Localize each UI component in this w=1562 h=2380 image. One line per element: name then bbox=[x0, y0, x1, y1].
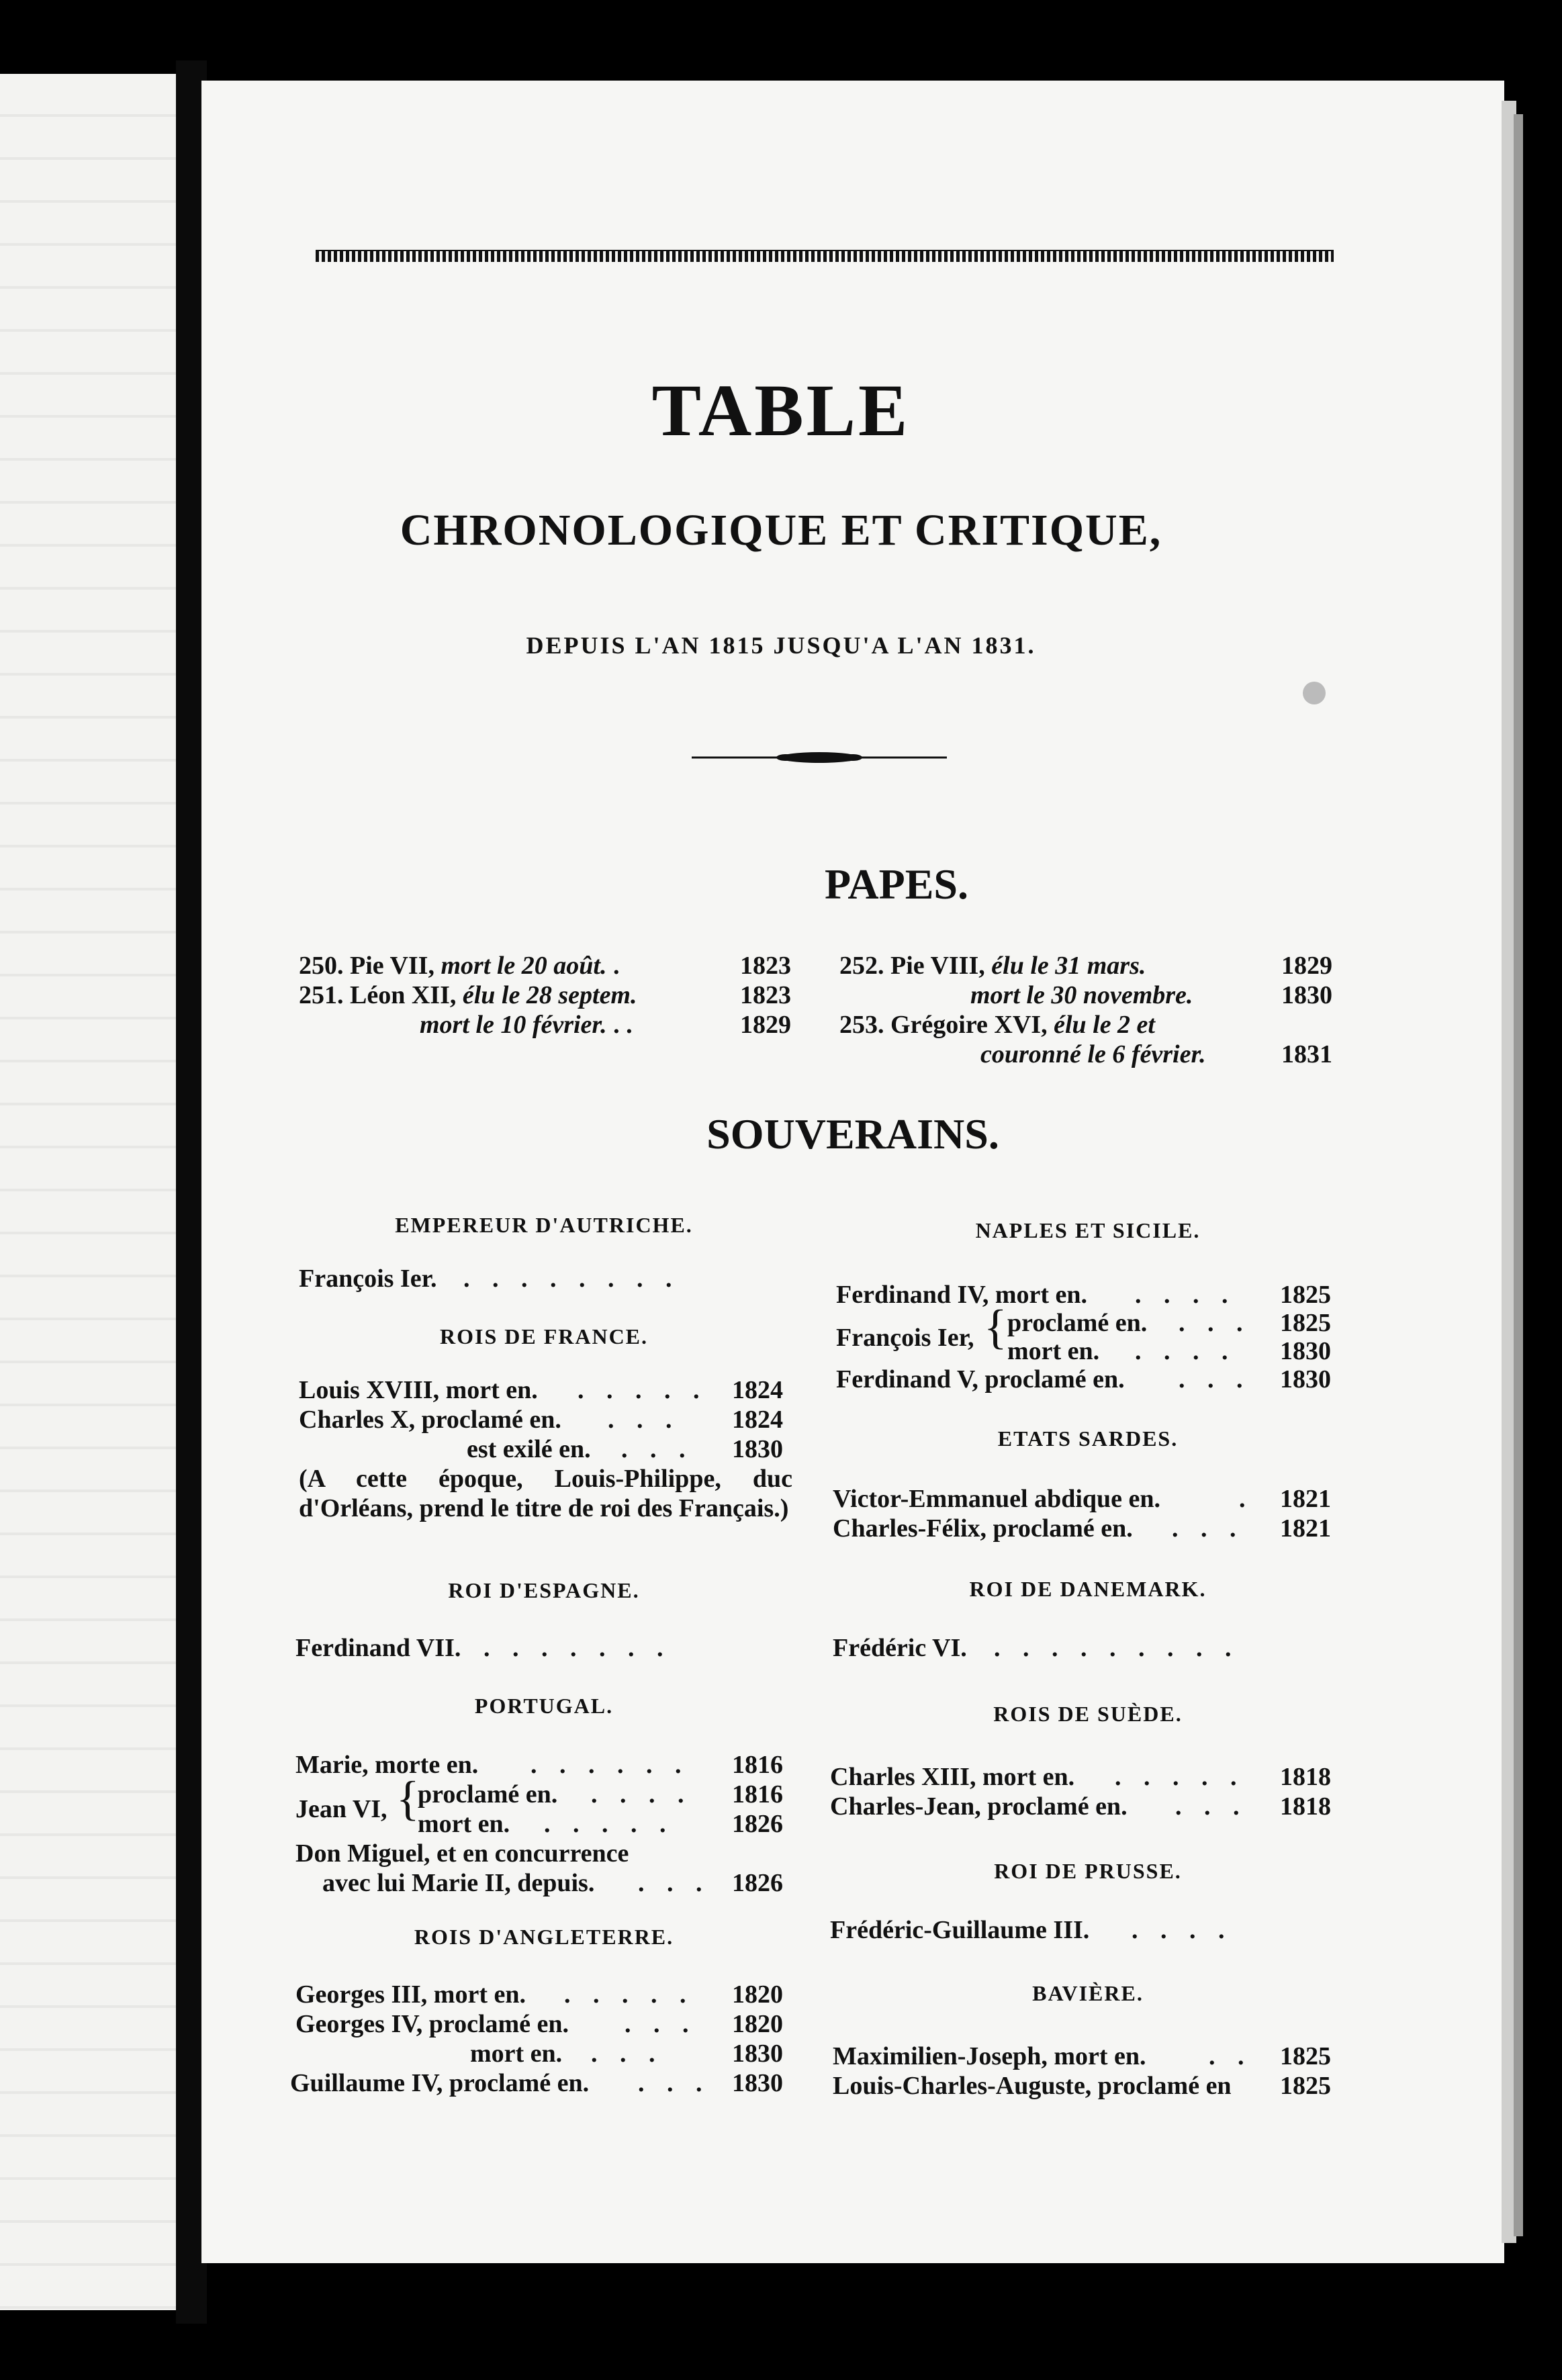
list-item: Guillaume IV, proclamé en. bbox=[290, 2069, 590, 2097]
list-item: 251. Léon XII, élu le 28 septem. bbox=[299, 981, 637, 1009]
subheading-autriche: EMPEREUR D'AUTRICHE. bbox=[395, 1213, 693, 1237]
list-item: est exilé en. bbox=[467, 1435, 591, 1463]
year-value: 1830 bbox=[1281, 981, 1332, 1009]
subheading-angleterre: ROIS D'ANGLETERRE. bbox=[414, 1925, 674, 1949]
year-value: 1823 bbox=[740, 981, 791, 1009]
leader-dots: . . . bbox=[1175, 1792, 1248, 1821]
leader-dots: . . . bbox=[621, 1435, 694, 1463]
subheading-prusse: ROI DE PRUSSE. bbox=[994, 1859, 1182, 1883]
year-value: 1821 bbox=[1280, 1514, 1331, 1543]
list-item: mort en. bbox=[418, 1810, 510, 1838]
leader-dots: . . . bbox=[1179, 1365, 1251, 1393]
year-value: 1829 bbox=[1281, 952, 1332, 980]
year-value: 1824 bbox=[732, 1376, 783, 1404]
list-item: Charles-Jean, proclamé en. bbox=[830, 1792, 1128, 1821]
list-item: avec lui Marie II, depuis. bbox=[322, 1869, 595, 1897]
year-value: 1821 bbox=[1280, 1485, 1331, 1513]
list-item: Georges IV, proclamé en. bbox=[295, 2010, 569, 2038]
list-item: Ferdinand V, proclamé en. bbox=[836, 1365, 1125, 1393]
list-item: Jean VI, bbox=[295, 1795, 387, 1823]
leader-dots: . . . bbox=[591, 2040, 663, 2068]
list-item: proclamé en. bbox=[418, 1780, 558, 1809]
list-item: Marie, morte en. bbox=[295, 1751, 479, 1779]
year-value: 1831 bbox=[1281, 1040, 1332, 1068]
leader-dots: . . . . bbox=[591, 1780, 692, 1809]
list-item: Ferdinand IV, mort en. bbox=[836, 1281, 1088, 1309]
list-item: Frédéric VI. bbox=[833, 1634, 967, 1662]
leader-dots: . . . bbox=[638, 1869, 710, 1897]
year-value: 1818 bbox=[1280, 1763, 1331, 1791]
year-value: 1830 bbox=[1280, 1365, 1331, 1393]
year-value: 1830 bbox=[1280, 1337, 1331, 1365]
leader-dots: . . bbox=[1209, 2042, 1252, 2070]
leader-dots: . . . . . bbox=[578, 1376, 708, 1404]
subheading-danemark: ROI DE DANEMARK. bbox=[969, 1577, 1207, 1601]
subheading-france: ROIS DE FRANCE. bbox=[439, 1324, 649, 1348]
page-title: TABLE bbox=[651, 369, 911, 451]
section-heading-souverains: SOUVERAINS. bbox=[706, 1110, 999, 1158]
list-item: Charles-Félix, proclamé en. bbox=[833, 1514, 1133, 1543]
list-item: Victor-Emmanuel abdique en. bbox=[833, 1485, 1161, 1513]
leader-dots: . . . . . . bbox=[531, 1751, 690, 1779]
list-item: Charles X, proclamé en. bbox=[299, 1406, 561, 1434]
subheading-sardes: ETATS SARDES. bbox=[997, 1426, 1179, 1451]
year-value: 1816 bbox=[732, 1780, 783, 1809]
list-item: Georges III, mort en. bbox=[295, 1980, 526, 2009]
list-item: Louis XVIII, mort en. bbox=[299, 1376, 538, 1404]
leader-dots: . . . bbox=[638, 2069, 710, 2097]
list-item: Charles XIII, mort en. bbox=[830, 1763, 1075, 1791]
year-value: 1825 bbox=[1280, 1281, 1331, 1309]
brace-glyph-icon: { bbox=[984, 1300, 1007, 1354]
leader-dots: . . . . . bbox=[564, 1980, 694, 2009]
year-value: 1826 bbox=[732, 1810, 783, 1838]
list-item: couronné le 6 février. bbox=[980, 1040, 1206, 1068]
leader-dots: . . . . . . . . . bbox=[994, 1634, 1240, 1662]
year-value: 1829 bbox=[740, 1011, 791, 1039]
historical-note: (A cette époque, Louis-Philippe, duc d'Orléans, prend le titre de roi des Français.) bbox=[299, 1465, 792, 1522]
year-value: 1830 bbox=[732, 1435, 783, 1463]
leader-dots: . . . . . bbox=[544, 1810, 674, 1838]
list-item: 253. Grégoire XVI, élu le 2 et bbox=[839, 1011, 1155, 1039]
decorative-top-rule bbox=[316, 250, 1334, 262]
page-period: DEPUIS L'AN 1815 JUSQU'A L'AN 1831. bbox=[526, 632, 1036, 659]
list-item: Don Miguel, et en concurrence bbox=[295, 1839, 629, 1868]
year-value: 1820 bbox=[732, 1980, 783, 2009]
list-item: mort en. bbox=[1007, 1337, 1100, 1365]
year-value: 1825 bbox=[1280, 2072, 1331, 2100]
paper-speck bbox=[1303, 682, 1326, 704]
subheading-naples: NAPLES ET SICILE. bbox=[975, 1218, 1201, 1242]
section-heading-papes: PAPES. bbox=[825, 860, 968, 908]
subheading-espagne: ROI D'ESPAGNE. bbox=[448, 1578, 640, 1602]
leader-dots: . . . bbox=[1179, 1309, 1251, 1337]
year-value: 1823 bbox=[740, 952, 791, 980]
leader-dots: . . . bbox=[625, 2010, 697, 2038]
list-item: Ferdinand VII. bbox=[295, 1634, 461, 1662]
year-value: 1830 bbox=[732, 2069, 783, 2097]
leader-dots: . . . . . . . . bbox=[463, 1265, 680, 1293]
subheading-baviere: BAVIÈRE. bbox=[1032, 1981, 1144, 2005]
leader-dots: . . . bbox=[608, 1406, 680, 1434]
leader-dots: . . . . . bbox=[1115, 1763, 1245, 1791]
list-item: Frédéric-Guillaume III. bbox=[830, 1916, 1090, 1944]
list-item: mort le 30 novembre. bbox=[970, 981, 1193, 1009]
leader-dots: . bbox=[1239, 1485, 1254, 1513]
list-item: mort le 10 février. . . bbox=[420, 1011, 633, 1039]
page-subtitle: CHRONOLOGIQUE ET CRITIQUE, bbox=[400, 506, 1162, 555]
year-value: 1818 bbox=[1280, 1792, 1331, 1821]
leader-dots: . . . . bbox=[1135, 1337, 1236, 1365]
list-item: 252. Pie VIII, élu le 31 mars. bbox=[839, 952, 1146, 980]
year-value: 1820 bbox=[732, 2010, 783, 2038]
year-value: 1824 bbox=[732, 1406, 783, 1434]
subheading-portugal: PORTUGAL. bbox=[474, 1694, 614, 1718]
leader-dots: . . . . . . . bbox=[484, 1634, 672, 1662]
year-value: 1826 bbox=[732, 1869, 783, 1897]
list-item: François Ier, bbox=[836, 1324, 974, 1352]
year-value: 1830 bbox=[732, 2040, 783, 2068]
list-item: François Ier. bbox=[299, 1265, 437, 1293]
leader-dots: . . . . bbox=[1132, 1916, 1233, 1944]
year-value: 1825 bbox=[1280, 1309, 1331, 1337]
year-value: 1816 bbox=[732, 1751, 783, 1779]
list-item: 250. Pie VII, mort le 20 août. . bbox=[299, 952, 620, 980]
list-item: proclamé en. bbox=[1007, 1309, 1148, 1337]
year-value: 1825 bbox=[1280, 2042, 1331, 2070]
list-item: Louis-Charles-Auguste, proclamé en bbox=[833, 2072, 1232, 2100]
list-item: Maximilien-Joseph, mort en. bbox=[833, 2042, 1146, 2070]
leader-dots: . . . . bbox=[1135, 1281, 1236, 1309]
ornament-divider-icon bbox=[692, 751, 947, 764]
list-item: mort en. bbox=[470, 2040, 563, 2068]
subheading-suede: ROIS DE SUÈDE. bbox=[993, 1702, 1183, 1726]
leader-dots: . . . bbox=[1172, 1514, 1244, 1543]
brace-glyph-icon: { bbox=[396, 1772, 420, 1825]
